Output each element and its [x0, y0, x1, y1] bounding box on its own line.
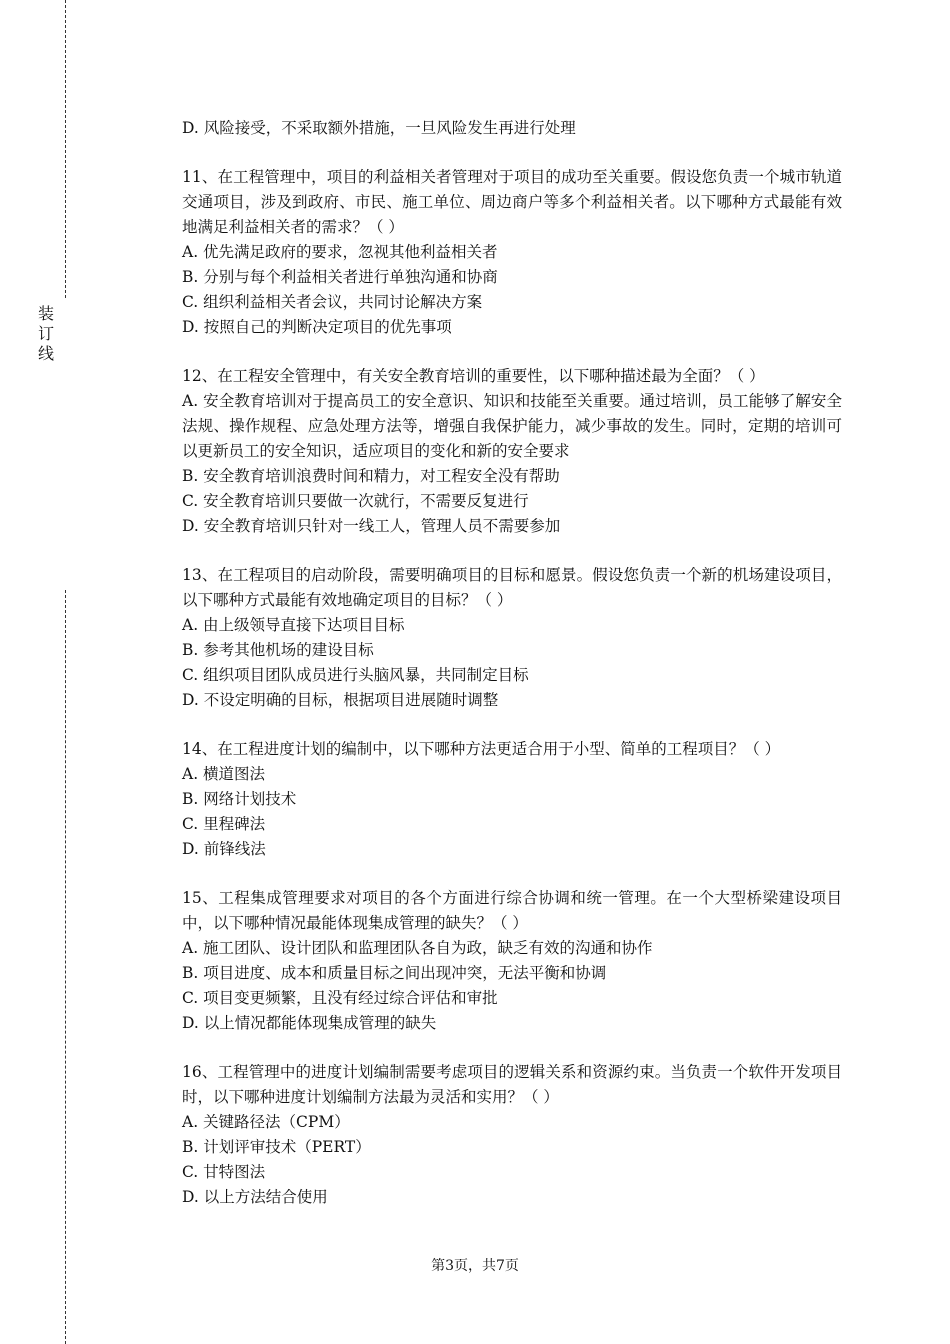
option-c[interactable]: C. 组织项目团队成员进行头脑风暴，共同制定目标 — [182, 666, 529, 684]
binding-label — [36, 304, 56, 364]
option-b[interactable]: B. 计划评审技术（PERT） — [182, 1138, 371, 1156]
option-d[interactable]: D. 以上方法结合使用 — [182, 1188, 328, 1206]
option-b[interactable]: B. 安全教育培训浪费时间和精力，对工程安全没有帮助 — [182, 467, 560, 485]
question-15 — [182, 886, 842, 1036]
option-c[interactable]: C. 里程碑法 — [182, 815, 266, 833]
question-13 — [182, 563, 842, 713]
option-b[interactable]: B. 网络计划技术 — [182, 790, 297, 808]
question-stem: 11、在工程管理中，项目的利益相关者管理对于项目的成功至关重要。假设您负责一个城市轨道交通项目，涉及到政府、市民、施工单位、周边商户等多个利益相关者。以下哪种方式最能有效地满足利益相关者的需求？（ ） — [182, 168, 842, 236]
binding-line-bottom — [65, 590, 66, 1344]
option-b[interactable]: B. 分别与每个利益相关者进行单独沟通和协商 — [182, 268, 498, 286]
question-11 — [182, 165, 842, 340]
option-d[interactable]: D. 前锋线法 — [182, 840, 266, 858]
question-stem: 15、工程集成管理要求对项目的各个方面进行综合协调和统一管理。在一个大型桥梁建设项目中，以下哪种情况最能体现集成管理的缺失？（ ） — [182, 889, 842, 932]
option-a[interactable]: A. 关键路径法（CPM） — [182, 1113, 350, 1131]
continued-option: D. 风险接受，不采取额外措施，一旦风险发生再进行处理 — [182, 119, 576, 137]
option-d[interactable]: D. 不设定明确的目标，根据项目进展随时调整 — [182, 691, 499, 709]
option-c[interactable]: C. 甘特图法 — [182, 1163, 266, 1181]
binding-line-top — [65, 0, 66, 298]
binding-char: 线 — [37, 344, 54, 363]
question-12 — [182, 364, 842, 539]
option-c[interactable]: C. 项目变更频繁，且没有经过综合评估和审批 — [182, 989, 498, 1007]
binding-char: 订 — [37, 324, 54, 343]
option-d[interactable]: D. 安全教育培训只针对一线工人，管理人员不需要参加 — [182, 517, 561, 535]
option-b[interactable]: B. 参考其他机场的建设目标 — [182, 641, 374, 659]
question-stem: 12、在工程安全管理中，有关安全教育培训的重要性，以下哪种描述最为全面？（ ） — [182, 367, 765, 385]
question-stem: 13、在工程项目的启动阶段，需要明确项目的目标和愿景。假设您负责一个新的机场建设项目，以下哪种方式最能有效地确定项目的目标？（ ） — [182, 566, 842, 609]
binding-char: 装 — [37, 304, 54, 323]
option-b[interactable]: B. 项目进度、成本和质量目标之间出现冲突，无法平衡和协调 — [182, 964, 607, 982]
page-footer: 第3页，共7页 — [431, 1258, 519, 1274]
question-16 — [182, 1060, 842, 1210]
question-stem: 14、在工程进度计划的编制中，以下哪种方法更适合用于小型、简单的工程项目？（ ） — [182, 740, 781, 758]
exam-content — [182, 116, 842, 1210]
question-14 — [182, 737, 842, 862]
option-a[interactable]: A. 由上级领导直接下达项目目标 — [182, 616, 405, 634]
option-a[interactable]: A. 横道图法 — [182, 765, 266, 783]
option-a[interactable]: A. 优先满足政府的要求，忽视其他利益相关者 — [182, 243, 498, 261]
option-c[interactable]: C. 安全教育培训只要做一次就行，不需要反复进行 — [182, 492, 529, 510]
option-a[interactable]: A. 施工团队、设计团队和监理团队各自为政，缺乏有效的沟通和协作 — [182, 939, 653, 957]
option-a[interactable]: A. 安全教育培训对于提高员工的安全意识、知识和技能至关重要。通过培训，员工能够了解安全法规、操作规程、应急处理方法等，增强自我保护能力，减少事故的发生。同时，定期的培训可以更新员工的安全知识，适应项目的变化和新的安全要求 — [182, 392, 842, 460]
question-stem: 16、工程管理中的进度计划编制需要考虑项目的逻辑关系和资源约束。当负责一个软件开发项目时，以下哪种进度计划编制方法最为灵活和实用？（ ） — [182, 1063, 842, 1106]
option-d[interactable]: D. 按照自己的判断决定项目的优先事项 — [182, 318, 452, 336]
option-c[interactable]: C. 组织利益相关者会议，共同讨论解决方案 — [182, 293, 483, 311]
option-d[interactable]: D. 以上情况都能体现集成管理的缺失 — [182, 1014, 437, 1032]
